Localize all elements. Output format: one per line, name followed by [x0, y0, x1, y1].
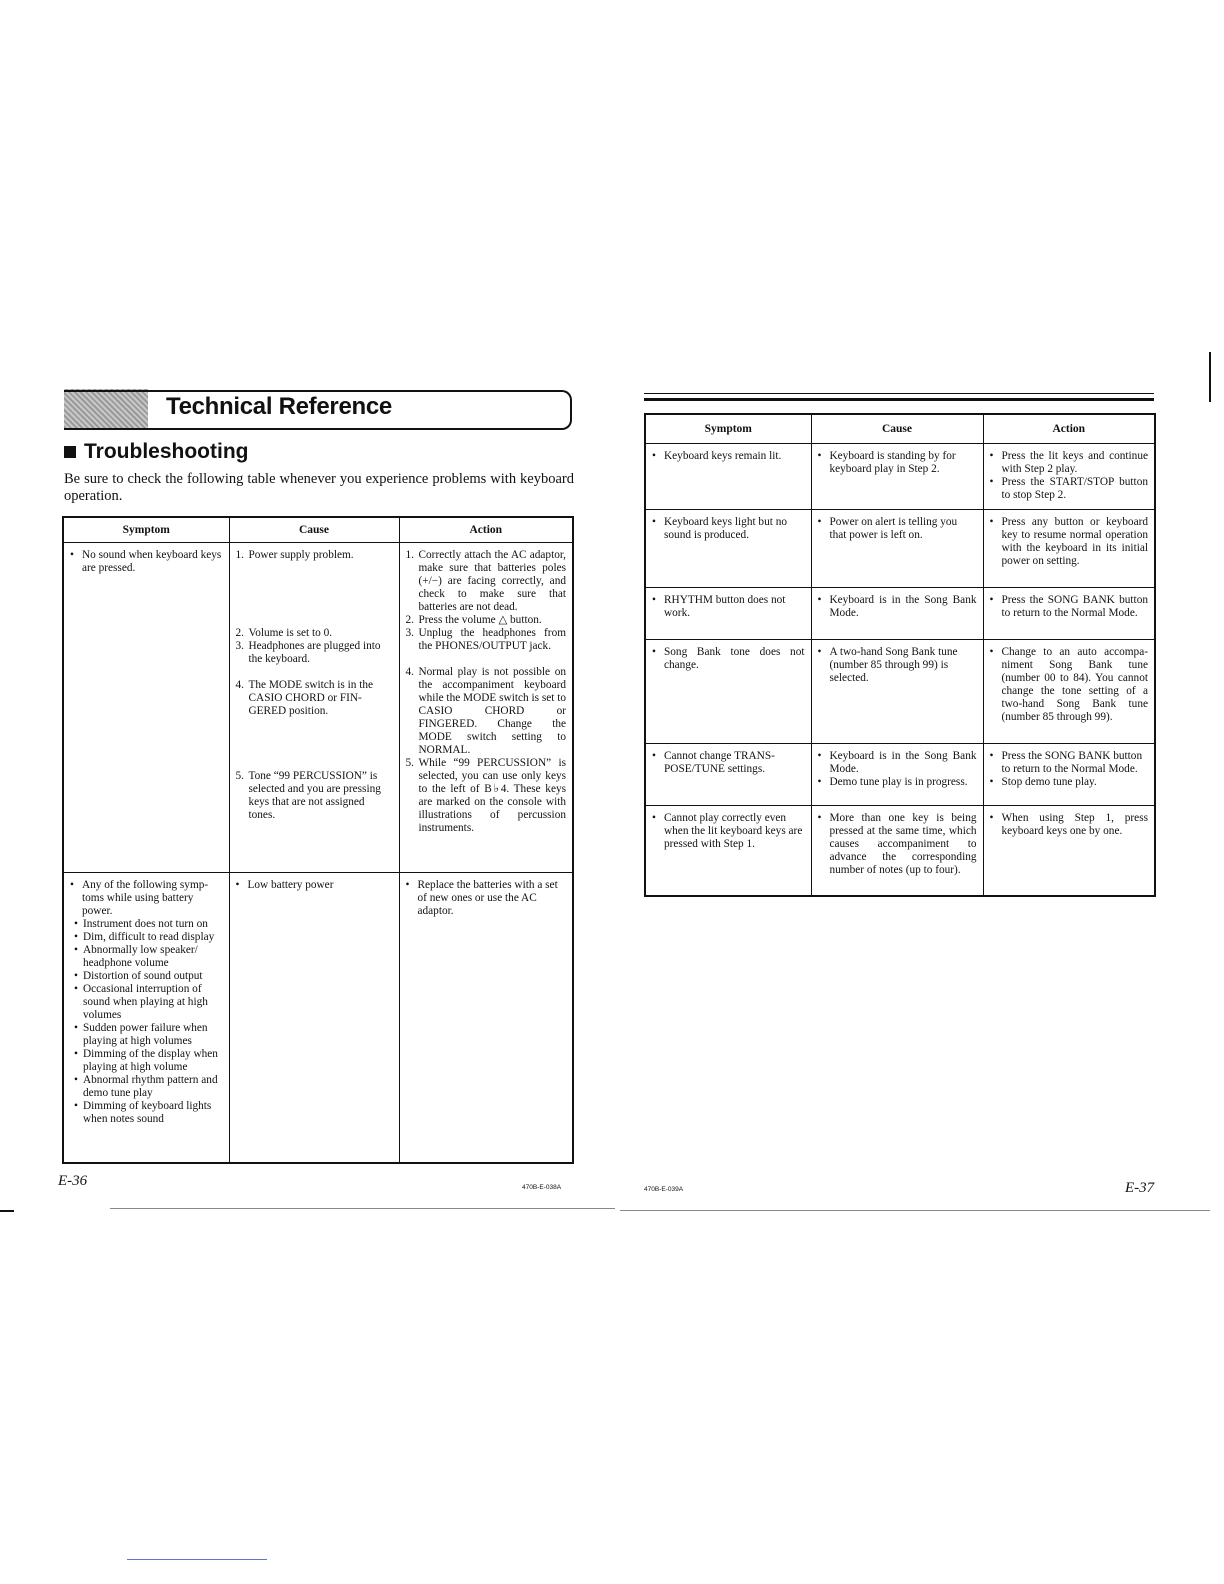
table-row: [645, 744, 1155, 806]
symptom-text: • Cannot play correctly even when the lit keyboard keys are pressed with Step 1.: [652, 812, 805, 851]
symptom-cell: [645, 806, 811, 896]
action-cell: [983, 444, 1155, 510]
action-item: 4. Normal play is not possible on the accompaniment keyboard while the MODE switch is set to CASIO CHORD or FINGERED. Change the MODE switch setting to NORMAL.: [405, 666, 566, 756]
action-item: 5. While “99 PERCUSSION” is selected, you can use only keys to the left of B♭4. These keys are marked on the console with illustrations of percussion instruments.: [405, 757, 566, 834]
troubleshooting-table-left: [62, 516, 574, 1164]
col-symptom: Symptom: [645, 414, 811, 444]
table-row: [63, 873, 573, 1163]
symptom-cell: [645, 510, 811, 588]
cause-cell: [811, 444, 983, 510]
table-row: [63, 543, 573, 873]
action-item: 3. Unplug the headphones from the PHONES/OUTPUT jack.: [405, 627, 566, 652]
symptom-text: • No sound when keyboard keys are pressed.: [70, 549, 223, 575]
action-cell: [983, 640, 1155, 744]
symptom-subitem: • Instrument does not turn on: [74, 918, 223, 931]
col-cause: Cause: [229, 517, 399, 543]
action-text: • Replace the batteries with a set of new ones or use the AC adaptor.: [406, 879, 567, 918]
table-row: [645, 806, 1155, 896]
top-rule-thin: [644, 393, 1154, 394]
doc-code-right: 470B-E-039A: [644, 1186, 684, 1193]
symptom-subitem: • Distortion of sound output: [74, 970, 223, 983]
action-text: • Stop demo tune play.: [990, 776, 1149, 789]
page-number-right: E-37: [1125, 1180, 1155, 1196]
table-row: [645, 510, 1155, 588]
section-title: Troubleshooting: [84, 440, 249, 463]
page-title: Technical Reference: [166, 393, 392, 420]
symptom-cell: [645, 744, 811, 806]
action-text: • Change to an auto accompaniment Song Bank tune (number 00 to 84). You cannot change the tone setting of a two-hand Song Bank tune (number 85 through 99).: [990, 646, 1149, 724]
action-text: • Press the START/STOP button to stop Step 2.: [990, 476, 1149, 502]
col-cause: Cause: [811, 414, 983, 444]
crop-mark: [1209, 352, 1211, 402]
cause-cell: [229, 873, 399, 1163]
cause-text: • Keyboard is standing by for keyboard play in Step 2.: [818, 450, 977, 476]
action-cell: [983, 510, 1155, 588]
cause-cell: [811, 806, 983, 896]
cause-text: • Demo tune play is in progress.: [818, 776, 977, 789]
cause-item: 3. Headphones are plugged into the keyboard.: [235, 640, 381, 665]
symptom-text: • Cannot change TRANSPOSE/TUNE settings.: [652, 750, 805, 776]
cause-text: • Keyboard is in the Song Bank Mode.: [818, 594, 977, 620]
symptom-text: • RHYTHM button does not work.: [652, 594, 805, 620]
cause-item: 5. Tone “99 PERCUSSION” is selected and you are pressing keys that are not assigned tones.: [235, 770, 381, 821]
bottom-rule-right: [620, 1210, 1210, 1211]
action-cell: [983, 744, 1155, 806]
cause-item: 2. Volume is set to 0.: [235, 627, 333, 639]
bottom-rule-left: [110, 1208, 615, 1209]
cause-cell: [811, 744, 983, 806]
symptom-text: • Any of the following symptoms while using battery power.: [70, 879, 223, 918]
action-cell: [399, 873, 573, 1163]
symptom-cell: [63, 873, 229, 1163]
table-row: [645, 444, 1155, 510]
symptom-subitem: • Dimming of the display when playing at high volume: [74, 1048, 223, 1074]
symptom-text: • Song Bank tone does not change.: [652, 646, 805, 672]
symptom-subitem: • Abnormally low speaker/ headphone volume: [74, 944, 223, 970]
cause-text: • A two-hand Song Bank tune (number 85 through 99) is selected.: [818, 646, 977, 685]
page-number-left: E-36: [58, 1173, 88, 1189]
action-text: • When using Step 1, press keyboard keys one by one.: [990, 812, 1149, 838]
section-heading: [64, 440, 248, 464]
action-text: • Press the SONG BANK button to return to the Normal Mode.: [990, 750, 1149, 776]
doc-code-left: 470B-E-038A: [522, 1184, 562, 1191]
action-cell: [983, 588, 1155, 640]
symptom-cell: [645, 588, 811, 640]
table-header-row: [63, 517, 573, 543]
symptom-subitem: • Abnormal rhythm pattern and demo tune play: [74, 1074, 223, 1100]
cause-item: 1. Power supply problem.: [235, 549, 354, 561]
blue-underline: [127, 1559, 267, 1560]
action-text: • Press the SONG BANK button to return to the Normal Mode.: [990, 594, 1149, 620]
symptom-cell: [645, 444, 811, 510]
table-header-row: [645, 414, 1155, 444]
cause-cell: [811, 588, 983, 640]
symptom-cell: [63, 543, 229, 873]
square-bullet-icon: [64, 446, 76, 458]
cause-text: • Power on alert is telling you that power is left on.: [818, 516, 977, 542]
symptom-cell: [645, 640, 811, 744]
cause-cell: [811, 510, 983, 588]
symptom-subitem: • Sudden power failure when playing at high volumes: [74, 1022, 223, 1048]
symptom-text: • Keyboard keys remain lit.: [652, 450, 805, 463]
action-item: 1. Correctly attach the AC adaptor, make sure that batteries poles (+/−) are facing correctly, and check to make sure that batteries are not dead.: [405, 549, 566, 613]
table-row: [645, 588, 1155, 640]
cause-text: • More than one key is being pressed at the same time, which causes accompaniment to advance the corresponding number of notes (up to four).: [818, 812, 977, 877]
cause-cell: [229, 543, 399, 873]
cause-cell: [811, 640, 983, 744]
action-cell: [983, 806, 1155, 896]
action-cell: [399, 543, 573, 873]
top-rule-thick: [644, 398, 1154, 401]
crop-mark: [0, 1210, 14, 1212]
col-symptom: Symptom: [63, 517, 229, 543]
cause-text: • Keyboard is in the Song Bank Mode.: [818, 750, 977, 776]
symptom-subitem: • Dimming of keyboard lights when notes sound: [74, 1100, 223, 1126]
col-action: Action: [399, 517, 573, 543]
action-text: • Press any button or keyboard key to resume normal operation with the keyboard in its initial power on setting.: [990, 516, 1149, 568]
cause-item: 4. The MODE switch is in the CASIO CHORD or FINGERED position.: [235, 679, 374, 717]
symptom-text: • Keyboard keys light but no sound is produced.: [652, 516, 805, 542]
troubleshooting-table-right: [644, 413, 1156, 897]
intro-paragraph: Be sure to check the following table whenever you experience problems with keyboard operation.: [64, 471, 574, 504]
symptom-subitem: • Dim, difficult to read display: [74, 931, 223, 944]
action-text: • Press the lit keys and continue with Step 2 play.: [990, 450, 1149, 476]
symptom-subitem: • Occasional interruption of sound when playing at high volumes: [74, 983, 223, 1022]
action-item: 2. Press the volume △ button.: [405, 614, 542, 626]
col-action: Action: [983, 414, 1155, 444]
table-row: [645, 640, 1155, 744]
cause-text: • Low battery power: [236, 879, 393, 892]
